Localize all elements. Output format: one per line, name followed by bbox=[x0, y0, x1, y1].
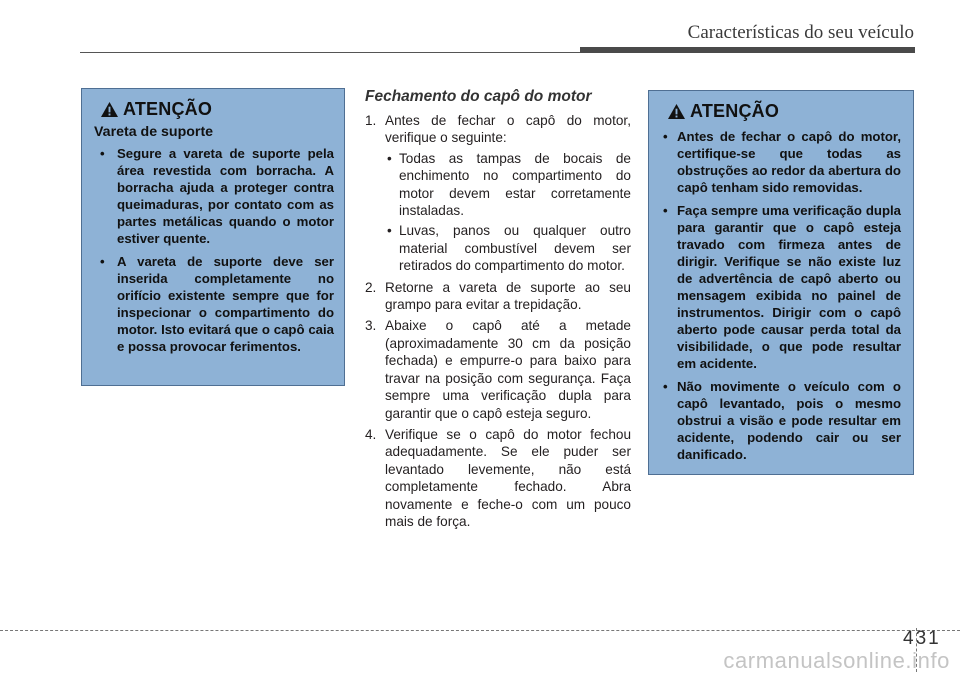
step-number: 3. bbox=[365, 318, 377, 334]
header-title: Características do seu veículo bbox=[687, 22, 914, 43]
step-item bbox=[365, 426, 631, 530]
warning-item: • Antes de fechar o capô do motor, certifique-se que todas as obstruções ao redor da abertura do capô tenham sido removidas. bbox=[660, 128, 901, 196]
step-subitems bbox=[385, 150, 631, 275]
step-subitem: • Todas as tampas de bocais de enchimento no compartimento do motor devem estar corretamente instaladas. bbox=[385, 150, 631, 220]
warning-subtitle: Vareta de suporte bbox=[94, 124, 214, 140]
warning-item: • Faça sempre uma verificação dupla para garantir que o capô esteja travado com firmeza antes de dirigir. Verifique se não existe luz de advertência de capô aberto ou mensagem exibida no painel de instrumentos. Dirigir com o capô aberto pode causar perda total da visibilidade, o que pode resultar em acidente. bbox=[660, 202, 901, 372]
warning-triangle-icon bbox=[667, 103, 686, 120]
main-content bbox=[365, 88, 631, 534]
warning-list bbox=[93, 145, 334, 355]
step-subitem: • Luvas, panos ou qualquer outro material combustível devem ser retirados do compartimento do motor. bbox=[385, 222, 631, 274]
step-number: 2. bbox=[365, 279, 377, 295]
step-text: Retorne a vareta de suporte ao seu grampo para evitar a trepidação. bbox=[385, 279, 631, 313]
warning-title: ATENÇÃO bbox=[690, 101, 780, 121]
step-number: 1. bbox=[365, 113, 377, 128]
footer-rule bbox=[0, 630, 960, 631]
warning-triangle-icon bbox=[100, 101, 119, 118]
step-text: Antes de fechar o capô do motor, verifique o seguinte: bbox=[385, 113, 631, 146]
watermark: carmanualsonline.info bbox=[723, 648, 950, 673]
header-rule bbox=[80, 52, 580, 53]
step-item bbox=[365, 317, 631, 421]
steps-list bbox=[365, 112, 631, 530]
section-heading: Fechamento do capô do motor bbox=[365, 88, 592, 105]
step-item bbox=[365, 112, 631, 275]
step-item bbox=[365, 279, 631, 314]
warning-item: • Não movimente o veículo com o capô levantado, pois o mesmo obstrui a visão e pode resultar em acidente, podendo cair ou ser danificado. bbox=[660, 378, 901, 463]
warning-box-support-rod bbox=[81, 88, 345, 386]
warning-heading bbox=[667, 101, 901, 122]
warning-title: ATENÇÃO bbox=[123, 99, 213, 119]
step-text: Verifique se o capô do motor fechou adequadamente. Se ele puder ser levantado levemente, não está completamente fechado. Abra novamente e feche-o com um pouco mais de força. bbox=[385, 426, 631, 529]
warning-item: • A vareta de suporte deve ser inserida completamente no orifício existente sempre que for inspecionar o compartimento do motor. Isto evitará que o capô caia e possa provocar ferimentos. bbox=[93, 253, 334, 355]
page-number: 431 bbox=[903, 628, 941, 649]
warning-item: • Segure a vareta de suporte pela área revestida com borracha. A borracha ajuda a proteger contra queimaduras, por contato com as partes metálicas quando o motor estiver quente. bbox=[93, 145, 334, 247]
step-text: Abaixe o capô até a metade (aproximadamente 30 cm da posição fechada) e empurre-o para baixo para travar na posição com segurança. Faça sempre uma verificação dupla para garantir que o capô esteja seguro. bbox=[385, 318, 631, 421]
warning-list bbox=[660, 128, 901, 463]
step-number: 4. bbox=[365, 426, 377, 442]
header-rule-accent bbox=[580, 47, 915, 53]
warning-heading bbox=[100, 99, 334, 120]
warning-box-closing bbox=[648, 90, 914, 475]
